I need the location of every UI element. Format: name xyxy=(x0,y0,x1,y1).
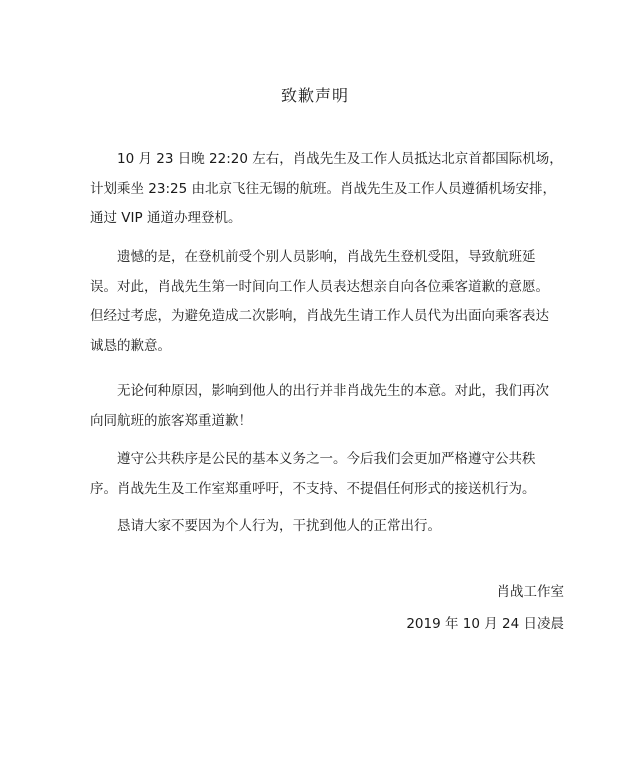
signature-name: 肖战工作室 xyxy=(496,584,564,600)
paragraph-line: 但经过考虑，为避免造成二次影响，肖战先生请工作人员代为出面向乘客表达 xyxy=(90,308,549,324)
paragraph-line: 诚恳的歉意。 xyxy=(90,337,171,354)
paragraph-line: 遵守公共秩序是公民的基本义务之一。今后我们会更加严格遵守公共秩 xyxy=(117,451,536,467)
paragraph-line: 10 月 23 日晚 22:20 左右，肖战先生及工作人员抵达北京首都国际机场， xyxy=(117,151,563,167)
paragraph-5 xyxy=(90,512,550,542)
paragraph-1 xyxy=(90,145,563,234)
paragraph-line: 序。肖战先生及工作室郑重呼吁，不支持、不提倡任何形式的接送机行为。 xyxy=(90,480,536,497)
paragraph-4 xyxy=(90,445,550,504)
paragraph-line: 误。对此，肖战先生第一时间向工作人员表达想亲自向各位乘客道歉的意愿。 xyxy=(90,278,549,295)
paragraph-line: 计划乘坐 23:25 由北京飞往无锡的航班。肖战先生及工作人员遵循机场安排， xyxy=(90,180,556,197)
paragraph-line: 遗憾的是，在登机前受个别人员影响，肖战先生登机受阻，导致航班延 xyxy=(117,249,536,265)
paragraph-2 xyxy=(90,243,550,361)
document-title: 致歉声明 xyxy=(280,86,349,105)
paragraph-line: 恳请大家不要因为个人行为，干扰到他人的正常出行。 xyxy=(117,518,441,534)
signature-date: 2019 年 10 月 24 日凌晨 xyxy=(406,616,564,632)
paragraph-3 xyxy=(90,377,550,436)
paragraph-line: 向同航班的旅客郑重道歉！ xyxy=(90,412,252,429)
paragraph-line: 无论何种原因，影响到他人的出行并非肖战先生的本意。对此，我们再次 xyxy=(117,383,549,399)
paragraph-line: 通过 VIP 通道办理登机。 xyxy=(90,210,242,226)
